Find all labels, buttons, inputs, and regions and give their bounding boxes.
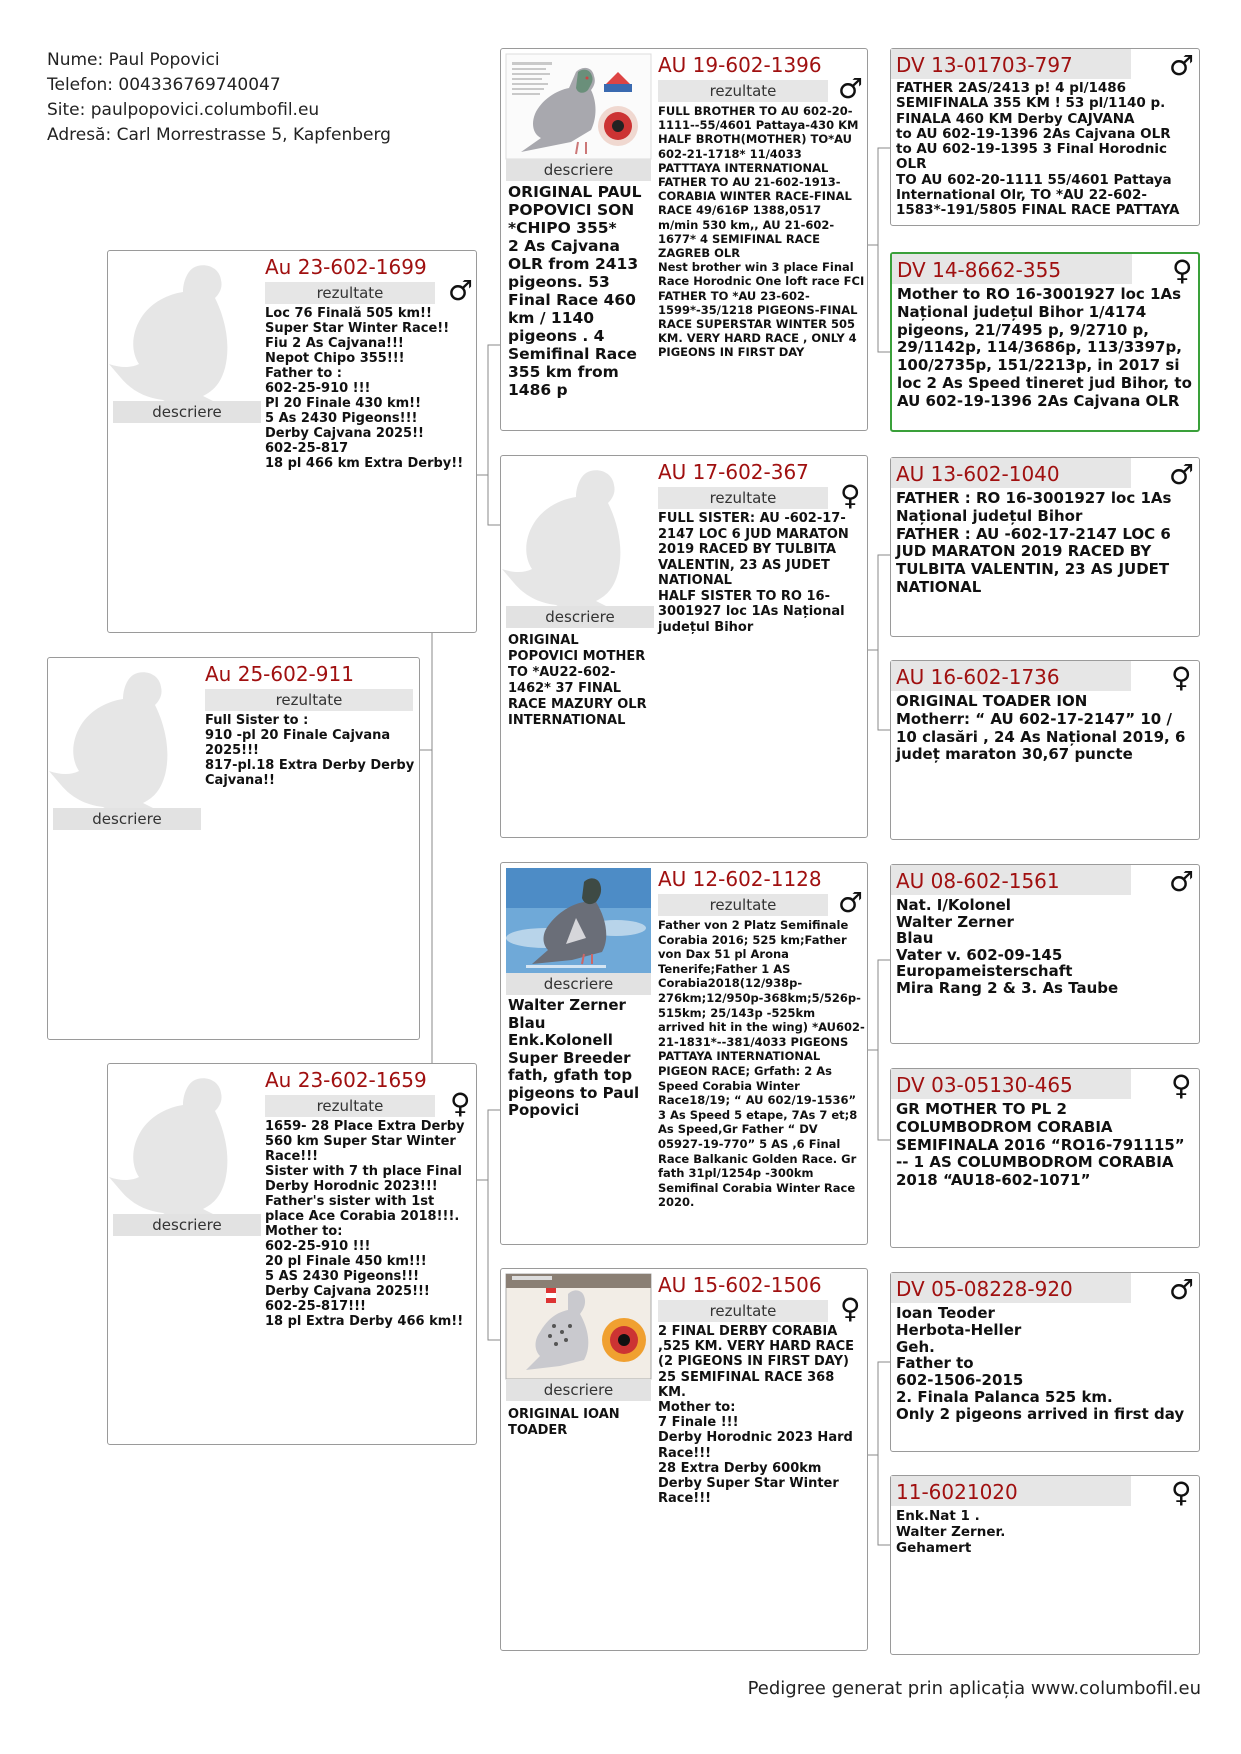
pigeon-info: ORIGINAL TOADER ION Motherr: “ AU 602-17-2147” 10 / 10 clasări , 24 As Național 2019, 6 județ maraton 30,67 puncte (896, 692, 1186, 764)
owner-address: Adresă: Carl Morrestrasse 5, Kapfenberg (47, 125, 391, 145)
pigeon-note: Walter Zerner Blau Enk.Kolonell Super Breeder fath, gfath top pigeons to Paul Popovici (508, 996, 645, 1119)
pigeon-card-mm[interactable] (500, 1268, 868, 1651)
pigeon-info: Enk.Nat 1 . Walter Zerner. Gehamert (896, 1508, 1006, 1556)
ring-number: AU 17-602-367 (658, 460, 809, 484)
footer-credit: Pedigree generat prin aplicația www.columbofil.eu (747, 1678, 1201, 1699)
pigeon-info: GR MOTHER TO PL 2 COLUMBODROM CORABIA SEMIFINALA 2016 “RO16-791115” -- 1 AS COLUMBODROM CORABIA 2018 “AU18-602-1071” (896, 1100, 1190, 1190)
ring-number: AU 13-602-1040 (896, 462, 1060, 486)
male-sex-icon: ♂ (1169, 458, 1195, 491)
results-button[interactable]: rezultate (658, 1300, 828, 1322)
results-button[interactable]: rezultate (265, 282, 435, 304)
male-sex-icon: ♂ (1169, 49, 1195, 82)
results-button[interactable]: rezultate (265, 1095, 435, 1117)
pigeon-card-fmf[interactable] (890, 457, 1200, 637)
description-button[interactable]: descriere (113, 1214, 261, 1236)
description-button[interactable]: descriere (506, 973, 651, 995)
ring-number: DV 03-05130-465 (896, 1073, 1073, 1097)
ring-number: AU 12-602-1128 (658, 867, 822, 891)
results-button[interactable]: rezultate (205, 689, 413, 711)
ring-number: 11-6021020 (896, 1480, 1018, 1504)
ring-number: DV 14-8662-355 (897, 258, 1062, 282)
ring-number: AU 08-602-1561 (896, 869, 1060, 893)
pigeon-silhouette-icon (113, 256, 258, 406)
pigeon-card-mff[interactable] (890, 864, 1200, 1044)
female-sex-icon: ♀ (1172, 254, 1193, 287)
male-sex-icon: ♂ (838, 886, 864, 919)
pigeon-card-ffm[interactable] (890, 252, 1200, 432)
pigeon-card-subject[interactable] (47, 657, 420, 1040)
male-sex-icon: ♂ (448, 274, 474, 307)
pigeon-info: Ioan Teoder Herbota-Heller Geh. Father to 602-1506-2015 2. Finala Palanca 525 km. Only 2 pigeons arrived in first day (896, 1304, 1185, 1423)
pigeon-card-father[interactable] (107, 250, 477, 633)
pigeon-photo (506, 1274, 651, 1379)
female-sex-icon: ♀ (1171, 1476, 1192, 1509)
ring-number: Au 25-602-911 (205, 662, 354, 686)
pigeon-info: Nat. I/Kolonel Walter Zerner Blau Vater v. 602-09-145 Europameisterschaft Mira Rang 2 & 3. As Taube (896, 896, 1119, 997)
pigeon-info: FATHER 2AS/2413 p! 4 pl/1486 SEMIFINALA 355 KM ! 53 pl/1140 p. FINALA 460 KM Derby CAJVANA to AU 602-19-1396 2As Cajvana OLR to AU 602-19-1395 3 Final Horodnic OLR TO AU 602-20-1111 55/4601 Pattaya International Olr, TO *AU 22-602-1583*-191/5805 FINAL RACE PATTAYA (896, 80, 1180, 219)
pigeon-card-fm[interactable] (500, 455, 868, 838)
pigeon-note: ORIGINAL PAUL POPOVICI SON *CHIPO 355* 2 As Cajvana OLR from 2413 pigeons. 53 Final Race 460 km / 1140 pigeons . 4 Semifinal Race 355 km from 1486 p (508, 183, 642, 399)
pigeon-note: ORIGINAL IOAN TOADER (508, 1407, 625, 1438)
pigeon-info: Father von 2 Platz Semifinale Corabia 2016; 525 km;Father von Dax 51 pl Arona Tenerife;Father 1 AS Corabia2018(12/938p-276km;12/950p-368km;5/526p-515km; 25/143p -525km arrived hit in the wing) *AU602-21-1831*--381/4033 PIGEONS PATTAYA INTERNATIONAL PIGEON RACE; Grfath: 2 As Speed Corabia Winter Race18/19; “ AU 602/19-1536” 3 As Speed 5 etape, 7As 7 et;8 As Speed,Gr Father “ DV 05927-19-770” 5 AS ,6 Final Race Balkanic Golden Race. Gr fath 31pl/1254p -300km Semifinal Corabia Winter Race 2020. (658, 918, 865, 1210)
pigeon-photo (506, 54, 651, 159)
female-sex-icon: ♀ (840, 1292, 861, 1325)
results-button[interactable]: rezultate (658, 894, 828, 916)
owner-phone: Telefon: 004336769740047 (47, 75, 281, 95)
pigeon-card-mmm[interactable] (890, 1475, 1200, 1655)
pigeon-card-fmm[interactable] (890, 660, 1200, 840)
male-sex-icon: ♂ (838, 72, 864, 105)
description-button[interactable]: descriere (506, 606, 654, 628)
owner-site[interactable]: Site: paulpopovici.columbofil.eu (47, 100, 320, 120)
pigeon-info: Full Sister to : 910 -pl 20 Finale Cajvana 2025!!! 817-pl.18 Extra Derby Derby Cajvana!! (205, 713, 415, 788)
ring-number: AU 16-602-1736 (896, 665, 1060, 689)
ring-number: Au 23-602-1659 (265, 1068, 427, 1092)
pigeon-note: ORIGINAL POPOVICI MOTHER TO *AU22-602-1462* 37 FINAL RACE MAZURY OLR INTERNATIONAL (508, 633, 652, 728)
pigeon-card-fff[interactable] (890, 48, 1200, 226)
pigeon-info: 1659- 28 Place Extra Derby 560 km Super Star Winter Race!!! Sister with 7 th place Final Derby Horodnic 2023!!! Father's sister with 1st place Ace Corabia 2018!!!. Mother to: 602-25-910 !!! 20 pl Finale 450 km!!! 5 AS 2430 Pigeons!!! Derby Cajvana 2025!!! 602-25-817!!! 18 pl Extra Derby 466 km!! (265, 1119, 465, 1329)
pigeon-info: FULL BROTHER TO AU 602-20-1111--55/4601 Pattaya-430 KM HALF BROTH(MOTHER) TO*AU 602-21-1718* 11/4033 PATTTAYA INTERNATIONAL FATHER TO AU 21-602-1913-CORABIA WINTER RACE-FINAL RACE 49/616P 1388,0517 m/min 530 km,, AU 21-602-1677* 4 SEMIFINAL RACE ZAGREB OLR Nest brother win 3 place Final Race Horodnic One loft race FCI FATHER TO *AU 23-602-1599*-35/1218 PIGEONS-FINAL RACE SUPERSTAR WINTER 505 KM. VERY HARD RACE , ONLY 4 PIGEONS IN FIRST DAY (658, 104, 865, 360)
female-sex-icon: ♀ (450, 1087, 471, 1120)
owner-name: Nume: Paul Popovici (47, 50, 220, 70)
ring-number: DV 13-01703-797 (896, 53, 1073, 77)
pigeon-info: 2 FINAL DERBY CORABIA ,525 KM. VERY HARD RACE (2 PIGEONS IN FIRST DAY) 25 SEMIFINAL RACE 368 KM. Mother to: 7 Finale !!! Derby Horodnic 2023 Hard Race!!! 28 Extra Derby 600km Derby Super Star Winter Race!!! (658, 1324, 855, 1507)
female-sex-icon: ♀ (1171, 661, 1192, 694)
description-button[interactable]: descriere (53, 808, 201, 830)
pigeon-card-mfm[interactable] (890, 1068, 1200, 1248)
description-button[interactable]: descriere (113, 401, 261, 423)
results-button[interactable]: rezultate (658, 80, 828, 102)
male-sex-icon: ♂ (1169, 865, 1195, 898)
ring-number: Au 23-602-1699 (265, 255, 427, 279)
ring-number: AU 15-602-1506 (658, 1273, 822, 1297)
pigeon-card-ff[interactable] (500, 48, 868, 431)
description-button[interactable]: descriere (506, 159, 651, 181)
description-button[interactable]: descriere (506, 1379, 651, 1401)
female-sex-icon: ♀ (840, 479, 861, 512)
pigeon-silhouette-icon (53, 663, 198, 813)
pigeon-info: FULL SISTER: AU -602-17-2147 LOC 6 JUD MARATON 2019 RACED BY TULBITA VALENTIN, 23 AS JUDET NATIONAL HALF SISTER TO RO 16-3001927 loc 1As Național județul Bihor (658, 511, 849, 635)
male-sex-icon: ♂ (1169, 1273, 1195, 1306)
female-sex-icon: ♀ (1171, 1069, 1192, 1102)
ring-number: AU 19-602-1396 (658, 53, 822, 77)
pigeon-info: FATHER : RO 16-3001927 loc 1As Național județul Bihor FATHER : AU -602-17-2147 LOC 6 JUD MARATON 2019 RACED BY TULBITA VALENTIN, 23 AS JUDET NATIONAL (896, 489, 1172, 596)
pigeon-card-mother[interactable] (107, 1063, 477, 1445)
pigeon-info: Mother to RO 16-3001927 loc 1As Național județul Bihor 1/4174 pigeons, 21/7495 p, 9/2710 p, 29/1142p, 114/3686p, 113/3397p, 100/2735p, 151/2213p, in 2017 si loc 2 As Speed tineret jud Bihor, to AU 602-19-1396 2As Cajvana OLR (897, 285, 1198, 410)
pigeon-photo (506, 868, 651, 973)
pigeon-silhouette-icon (113, 1069, 258, 1219)
pigeon-silhouette-icon (506, 461, 651, 611)
pigeon-card-mf[interactable] (500, 862, 868, 1245)
results-button[interactable]: rezultate (658, 487, 828, 509)
pigeon-card-mmf[interactable] (890, 1272, 1200, 1452)
ring-number: DV 05-08228-920 (896, 1277, 1073, 1301)
pigeon-info: Loc 76 Finală 505 km!! Super Star Winter Race!! Fiu 2 As Cajvana!!! Nepot Chipo 355!!! Father to : 602-25-910 !!! Pl 20 Finale 430 km!! 5 As 2430 Pigeons!!! Derby Cajvana 2025!! 602-25-817 18 pl 466 km Extra Derby!! (265, 306, 464, 471)
